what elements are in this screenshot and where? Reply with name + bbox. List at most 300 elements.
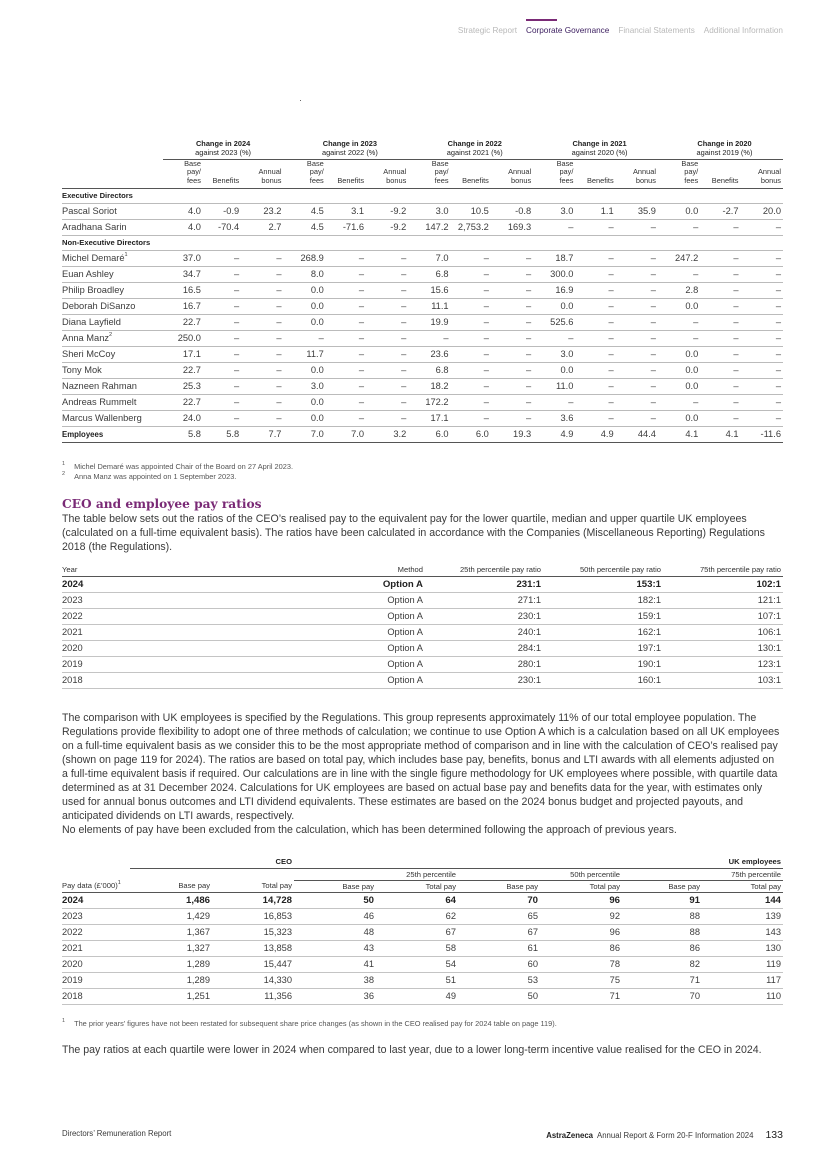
- value-cell: 2023: [62, 908, 130, 924]
- value-cell: –: [451, 250, 491, 266]
- value-cell: 70: [458, 892, 540, 908]
- value-cell: –: [366, 298, 408, 314]
- value-cell: 15,447: [212, 956, 294, 972]
- value-cell: –: [241, 410, 283, 426]
- value-cell: 16.9: [533, 282, 575, 298]
- value-cell: 162:1: [543, 624, 663, 640]
- table-row: [62, 924, 783, 940]
- value-cell: 2023: [62, 592, 262, 608]
- table-row: [62, 988, 783, 1004]
- value-cell: 4.1: [700, 426, 740, 442]
- table-row: [62, 608, 783, 624]
- benefits-header: Benefits: [575, 159, 615, 188]
- value-cell: 35.9: [616, 203, 658, 219]
- value-cell: 11.7: [283, 346, 325, 362]
- table-row: [62, 346, 783, 362]
- value-cell: –: [575, 346, 615, 362]
- total-pay-header: Total pay: [212, 880, 294, 892]
- value-cell: –: [575, 282, 615, 298]
- director-name: [62, 266, 163, 282]
- base-pay-header: Base pay: [622, 880, 702, 892]
- value-cell: –: [575, 250, 615, 266]
- value-cell: 14,330: [212, 972, 294, 988]
- value-cell: Option A: [262, 624, 425, 640]
- value-cell: 5.8: [203, 426, 241, 442]
- table-row: [62, 624, 783, 640]
- director-name: [62, 282, 163, 298]
- value-cell: 7.0: [408, 250, 450, 266]
- value-cell: 144: [702, 892, 783, 908]
- value-cell: 14,728: [212, 892, 294, 908]
- value-cell: 117: [702, 972, 783, 988]
- column-header: 25th percentile pay ratio: [425, 563, 543, 576]
- table-row: [62, 426, 783, 442]
- nav-additional-information[interactable]: Additional Information: [703, 26, 783, 35]
- table-row: [62, 410, 783, 426]
- value-cell: 19.3: [491, 426, 533, 442]
- value-cell: –: [616, 362, 658, 378]
- value-cell: –: [491, 346, 533, 362]
- value-cell: 130: [702, 940, 783, 956]
- value-cell: –: [203, 378, 241, 394]
- value-cell: 2024: [62, 576, 262, 592]
- benefits-header: Benefits: [700, 159, 740, 188]
- value-cell: –: [241, 314, 283, 330]
- value-cell: –: [283, 330, 325, 346]
- value-cell: 6.8: [408, 362, 450, 378]
- value-cell: 23.2: [241, 203, 283, 219]
- value-cell: 4.9: [533, 426, 575, 442]
- value-cell: –: [451, 410, 491, 426]
- value-cell: -0.9: [203, 203, 241, 219]
- value-cell: –: [741, 219, 783, 235]
- value-cell: 4.0: [163, 219, 203, 235]
- bonus-header: [241, 159, 283, 188]
- value-cell: 8.0: [283, 266, 325, 282]
- value-cell: –: [616, 266, 658, 282]
- total-pay-header: Total pay: [376, 880, 458, 892]
- value-cell: –: [366, 266, 408, 282]
- table-row: [62, 908, 783, 924]
- value-cell: –: [366, 410, 408, 426]
- header-line: Base: [431, 158, 449, 168]
- value-cell: –: [533, 330, 575, 346]
- value-cell: 24.0: [163, 410, 203, 426]
- name-text: Michel Demaré: [62, 253, 125, 264]
- value-cell: –: [700, 298, 740, 314]
- value-cell: –: [491, 282, 533, 298]
- value-cell: –: [616, 394, 658, 410]
- group-title: Change in 2022: [447, 139, 502, 148]
- value-cell: –: [658, 394, 700, 410]
- footnote-marker: 2: [109, 332, 113, 339]
- value-cell: 4.1: [658, 426, 700, 442]
- value-cell: –: [575, 314, 615, 330]
- group-header-row: [62, 140, 783, 159]
- value-cell: –: [741, 330, 783, 346]
- director-name: [62, 219, 163, 235]
- value-cell: –: [575, 219, 615, 235]
- value-cell: –: [616, 410, 658, 426]
- value-cell: –: [741, 346, 783, 362]
- header-line: Base: [306, 158, 324, 168]
- value-cell: 86: [622, 940, 702, 956]
- blank-cell: [130, 868, 294, 880]
- value-cell: 16,853: [212, 908, 294, 924]
- value-cell: 2018: [62, 672, 262, 688]
- value-cell: 44.4: [616, 426, 658, 442]
- value-cell: 172.2: [408, 394, 450, 410]
- value-cell: 0.0: [658, 298, 700, 314]
- value-cell: –: [616, 219, 658, 235]
- header-line: pay/: [434, 167, 449, 177]
- value-cell: 0.0: [658, 410, 700, 426]
- value-cell: –: [408, 330, 450, 346]
- value-cell: –: [658, 314, 700, 330]
- value-cell: 106:1: [663, 624, 783, 640]
- value-cell: –: [741, 410, 783, 426]
- value-cell: 0.0: [283, 362, 325, 378]
- top-navigation: [458, 26, 783, 35]
- footer-doc-title: Annual Report & Form 20-F Information 2024: [597, 1131, 754, 1140]
- value-cell: –: [203, 362, 241, 378]
- nav-corporate-governance[interactable]: Corporate Governance: [526, 26, 610, 35]
- value-cell: –: [451, 330, 491, 346]
- column-header-row: [62, 159, 783, 188]
- value-cell: –: [741, 314, 783, 330]
- value-cell: –: [203, 282, 241, 298]
- value-cell: –: [451, 298, 491, 314]
- value-cell: –: [451, 282, 491, 298]
- value-cell: –: [451, 314, 491, 330]
- value-cell: –: [700, 282, 740, 298]
- value-cell: –: [741, 378, 783, 394]
- value-cell: 2019: [62, 656, 262, 672]
- base-pay-header: [408, 159, 450, 188]
- value-cell: 0.0: [658, 203, 700, 219]
- section-label: Executive Directors: [62, 188, 783, 203]
- blank-cell: [62, 868, 130, 880]
- value-cell: –: [203, 346, 241, 362]
- value-cell: –: [326, 282, 366, 298]
- value-cell: 119: [702, 956, 783, 972]
- value-cell: 50: [294, 892, 376, 908]
- value-cell: 0.0: [658, 346, 700, 362]
- value-cell: -9.2: [366, 219, 408, 235]
- value-cell: –: [241, 346, 283, 362]
- value-cell: 4.0: [163, 203, 203, 219]
- director-name: [62, 330, 163, 346]
- table-row: [62, 250, 783, 266]
- value-cell: 6.0: [408, 426, 450, 442]
- value-cell: –: [241, 282, 283, 298]
- value-cell: 92: [540, 908, 622, 924]
- value-cell: 41: [294, 956, 376, 972]
- value-cell: –: [700, 362, 740, 378]
- name-text: Sheri McCoy: [62, 349, 116, 360]
- director-name: [62, 346, 163, 362]
- value-cell: 271:1: [425, 592, 543, 608]
- value-cell: 58: [376, 940, 458, 956]
- page-number: 133: [765, 1129, 783, 1141]
- value-cell: 2.8: [658, 282, 700, 298]
- value-cell: 34.7: [163, 266, 203, 282]
- value-cell: 247.2: [658, 250, 700, 266]
- value-cell: 22.7: [163, 394, 203, 410]
- value-cell: –: [658, 219, 700, 235]
- group-header: [533, 140, 658, 159]
- table-row: [62, 656, 783, 672]
- benefits-header: Benefits: [326, 159, 366, 188]
- group-header: [163, 140, 284, 159]
- table-row: [62, 282, 783, 298]
- header-line: Annual: [632, 167, 656, 177]
- group-subtitle: against 2020 (%): [571, 147, 628, 157]
- director-name: [62, 298, 163, 314]
- value-cell: 2022: [62, 608, 262, 624]
- section-row: [62, 235, 783, 250]
- value-cell: 4.5: [283, 219, 325, 235]
- value-cell: –: [241, 250, 283, 266]
- value-cell: –: [241, 330, 283, 346]
- value-cell: –: [491, 266, 533, 282]
- pay-ratio-table: [62, 563, 783, 689]
- value-cell: 230:1: [425, 608, 543, 624]
- value-cell: –: [700, 378, 740, 394]
- value-cell: 280:1: [425, 656, 543, 672]
- ratios-intro: The table below sets out the ratios of the CEO’s realised pay to the equivalent pay for the lower quartile, median and upper quartile UK employees (calculated on a full-time equivalent basis). The ratios have been calculated in accordance with the Companies (Miscellaneous Reporting) Regulations 2018 (the Regulations).: [62, 513, 765, 553]
- value-cell: 91: [622, 892, 702, 908]
- header-line: bonus: [386, 176, 407, 186]
- percentile-header: 50th percentile: [458, 868, 622, 880]
- group-subtitle: against 2023 (%): [195, 147, 252, 157]
- value-cell: –: [491, 298, 533, 314]
- value-cell: 143: [702, 924, 783, 940]
- table-row: [62, 219, 783, 235]
- value-cell: –: [700, 394, 740, 410]
- value-cell: Option A: [262, 672, 425, 688]
- value-cell: 0.0: [283, 314, 325, 330]
- value-cell: 0.0: [283, 410, 325, 426]
- value-cell: –: [451, 266, 491, 282]
- header-line: bonus: [635, 176, 656, 186]
- header-line: Base: [184, 158, 201, 168]
- ratios-methodology: The comparison with UK employees is specified by the Regulations. This group represents approximately 11% of our total employee population. The Regulations provide flexibility to adopt one of three methods of calculation; we continue to use Option A which is a calculation based on all UK employees on a full-time equivalent basis as we consider this to be the most appropriate method of comparison and in line with the calculation of CEO’s realised pay (shown on page 119 for 2024). The ratios are based on total pay, which includes base pay, benefits, bonus and LTI awards with all elements adjusted on a full-time equivalent basis if required. Our calculations are in line with the single figure methodology for UK employees where possible, with quartile data determined as at 31 December 2024. Calculations for UK employees are based on actual base pay and benefits data for the year, with estimates only used for annual bonus outcomes and LTI dividend equivalents. These estimates are based on the 2024 bonus budget and projected payouts, and anticipated dividends on LTI awards, respectively. No elements of pay have been excluded from the calculation, which has been determined following the approach of previous years.: [62, 712, 780, 836]
- value-cell: –: [366, 282, 408, 298]
- value-cell: 1,251: [130, 988, 212, 1004]
- footer-document: [546, 1129, 783, 1141]
- value-cell: 525.6: [533, 314, 575, 330]
- pay-ratio-conclusion: The pay ratios at each quartile were lower in 2024 when compared to last year, due to a lower long-term incentive value realised for the CEO in 2024.: [62, 1044, 762, 1056]
- value-cell: 0.0: [283, 394, 325, 410]
- value-cell: 15.6: [408, 282, 450, 298]
- value-cell: –: [491, 250, 533, 266]
- table-row: [62, 640, 783, 656]
- value-cell: –: [491, 378, 533, 394]
- value-cell: –: [575, 330, 615, 346]
- value-cell: 11.0: [533, 378, 575, 394]
- header-line: Annual: [258, 167, 282, 177]
- value-cell: –: [575, 410, 615, 426]
- group-header: [408, 140, 533, 159]
- value-cell: –: [326, 378, 366, 394]
- value-cell: –: [700, 250, 740, 266]
- table-row: [62, 892, 783, 908]
- value-cell: 82: [622, 956, 702, 972]
- table-row: [62, 362, 783, 378]
- value-cell: 147.2: [408, 219, 450, 235]
- value-cell: –: [326, 394, 366, 410]
- table-row: [62, 672, 783, 688]
- table-row: [62, 576, 783, 592]
- value-cell: –: [451, 394, 491, 410]
- value-cell: 2021: [62, 624, 262, 640]
- value-cell: –: [366, 394, 408, 410]
- value-cell: –: [241, 362, 283, 378]
- value-cell: –: [491, 394, 533, 410]
- name-text: Marcus Wallenberg: [62, 413, 142, 424]
- value-cell: 7.0: [326, 426, 366, 442]
- value-cell: –: [741, 266, 783, 282]
- header-line: fees: [186, 176, 201, 186]
- value-cell: 130:1: [663, 640, 783, 656]
- value-cell: 86: [540, 940, 622, 956]
- value-cell: –: [616, 250, 658, 266]
- header-line: fees: [559, 176, 574, 186]
- value-cell: 3.0: [533, 203, 575, 219]
- value-cell: 62: [376, 908, 458, 924]
- value-cell: 0.0: [533, 362, 575, 378]
- value-cell: 197:1: [543, 640, 663, 656]
- table-row: [62, 592, 783, 608]
- name-text: Euan Ashley: [62, 269, 114, 280]
- value-cell: 88: [622, 908, 702, 924]
- group-header: [658, 140, 783, 159]
- bonus-header: [491, 159, 533, 188]
- value-cell: –: [203, 250, 241, 266]
- value-cell: 284:1: [425, 640, 543, 656]
- value-cell: –: [203, 330, 241, 346]
- value-cell: –: [741, 394, 783, 410]
- name-text: Nazneen Rahman: [62, 381, 137, 392]
- value-cell: -11.6: [741, 426, 783, 442]
- value-cell: 13,858: [212, 940, 294, 956]
- value-cell: 7.7: [241, 426, 283, 442]
- director-name: [62, 410, 163, 426]
- value-cell: –: [203, 314, 241, 330]
- blank-cell: [62, 140, 163, 159]
- value-cell: 2018: [62, 988, 130, 1004]
- value-cell: 1,289: [130, 956, 212, 972]
- value-cell: –: [658, 330, 700, 346]
- value-cell: 23.6: [408, 346, 450, 362]
- value-cell: –: [741, 250, 783, 266]
- value-cell: 64: [376, 892, 458, 908]
- header-line: bonus: [261, 176, 282, 186]
- value-cell: 36: [294, 988, 376, 1004]
- base-pay-header: [283, 159, 325, 188]
- section-row: [62, 188, 783, 203]
- value-cell: Option A: [262, 656, 425, 672]
- value-cell: 2020: [62, 640, 262, 656]
- table-row: [62, 314, 783, 330]
- pay-change-table: [62, 140, 783, 443]
- value-cell: 159:1: [543, 608, 663, 624]
- group-title: Change in 2024: [195, 139, 251, 148]
- value-cell: 7.0: [283, 426, 325, 442]
- table-row: [62, 266, 783, 282]
- footer-brand: AstraZeneca: [546, 1131, 594, 1140]
- value-cell: 121:1: [663, 592, 783, 608]
- header-line: fees: [434, 176, 449, 186]
- ceo-header: CEO: [130, 856, 294, 868]
- value-cell: 230:1: [425, 672, 543, 688]
- value-cell: 49: [376, 988, 458, 1004]
- value-cell: 61: [458, 940, 540, 956]
- value-cell: 1,367: [130, 924, 212, 940]
- value-cell: 102:1: [663, 576, 783, 592]
- value-cell: –: [741, 362, 783, 378]
- column-header: 50th percentile pay ratio: [543, 563, 663, 576]
- value-cell: 0.0: [658, 378, 700, 394]
- value-cell: Option A: [262, 576, 425, 592]
- value-cell: –: [491, 410, 533, 426]
- header-line: Annual: [383, 167, 407, 177]
- value-cell: 11.1: [408, 298, 450, 314]
- nav-strategic-report[interactable]: Strategic Report: [457, 26, 518, 35]
- value-cell: 22.7: [163, 314, 203, 330]
- ceo-pay-ratios-heading: CEO and employee pay ratios: [62, 497, 262, 511]
- header-line: bonus: [760, 176, 781, 186]
- value-cell: 5.8: [163, 426, 203, 442]
- value-cell: 4.9: [575, 426, 615, 442]
- value-cell: 16.7: [163, 298, 203, 314]
- value-cell: –: [616, 378, 658, 394]
- nav-financial-statements[interactable]: Financial Statements: [618, 26, 695, 35]
- uk-employees-header: UK employees: [294, 856, 783, 868]
- table-row: [62, 203, 783, 219]
- value-cell: –: [700, 266, 740, 282]
- value-cell: 268.9: [283, 250, 325, 266]
- name-text: Tony Mok: [62, 365, 102, 376]
- value-cell: 54: [376, 956, 458, 972]
- value-cell: 3.2: [366, 426, 408, 442]
- value-cell: –: [326, 362, 366, 378]
- value-cell: -2.7: [700, 203, 740, 219]
- base-pay-header: Base pay: [130, 880, 212, 892]
- name-text: Andreas Rummelt: [62, 397, 137, 408]
- stray-dot: [300, 100, 301, 101]
- value-cell: 1,327: [130, 940, 212, 956]
- total-pay-header: Total pay: [540, 880, 622, 892]
- base-pay-header: [658, 159, 700, 188]
- value-cell: 139: [702, 908, 783, 924]
- value-cell: –: [741, 282, 783, 298]
- value-cell: 78: [540, 956, 622, 972]
- pay-data-footnote: $^1$ The prior years’ figures have not been restated for subsequent share price changes (as shown in the CEO realised pay for 2024 table on page 119).: [62, 1018, 557, 1028]
- percentile-header: 25th percentile: [294, 868, 458, 880]
- value-cell: –: [241, 378, 283, 394]
- value-cell: 2022: [62, 924, 130, 940]
- value-cell: 3.0: [533, 346, 575, 362]
- value-cell: 18.2: [408, 378, 450, 394]
- value-cell: 1,429: [130, 908, 212, 924]
- value-cell: –: [700, 410, 740, 426]
- value-cell: 0.0: [533, 298, 575, 314]
- column-header: Year: [62, 563, 262, 576]
- value-cell: –: [533, 394, 575, 410]
- footnote-marker: 1: [124, 252, 128, 259]
